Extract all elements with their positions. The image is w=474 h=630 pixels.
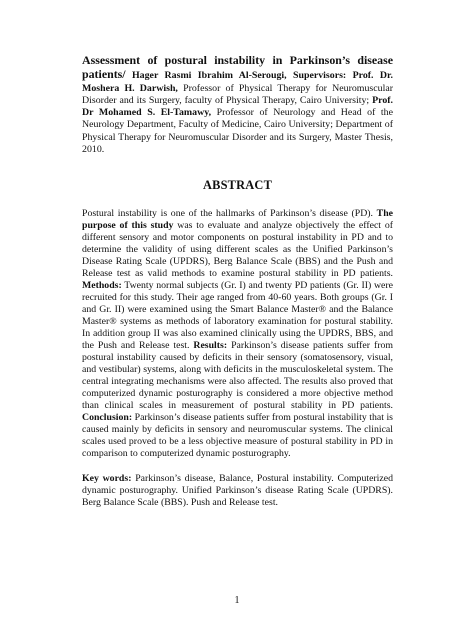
results-label: Results: bbox=[193, 340, 228, 352]
purpose-text: was to evaluate and analyze objectively the effect of different sensory and motor components on postural instability in PD and to determine the validity of using different scales as the Unified Parkinson’s Disease Rating Scale (UPDRS), Berg Balance Scale (BBS) and the Push and Release test as valid methods to examine postural stability in PD patients. bbox=[82, 220, 393, 280]
abstract-intro: Postural instability is one of the hallmarks of Parkinson’s disease (PD). bbox=[82, 208, 373, 220]
supervisors-label: Supervisors: bbox=[292, 70, 347, 82]
supervisor-2-name: Prof. Dr Mohamed S. El-Tamawy, bbox=[82, 94, 394, 119]
page-number: 1 bbox=[234, 595, 240, 606]
keywords-label: Key words: bbox=[82, 473, 132, 485]
keywords-text: Parkinson’s disease, Balance, Postural instability. Computerized dynamic posturography. Unified Parkinson’s disease Rating Scale (UPDRS). Berg Balance Scale (BBS). Push and Release test. bbox=[82, 473, 393, 509]
supervisor-1-affiliation: Professor of Physical Therapy for Neuromuscular Disorder and its Surgery, faculty of Physical Therapy, Cairo University; bbox=[82, 82, 393, 106]
keywords-paragraph bbox=[82, 473, 393, 509]
thesis-header bbox=[82, 54, 393, 156]
abstract-heading: ABSTRACT bbox=[202, 178, 273, 193]
page-content bbox=[82, 54, 393, 509]
purpose-label: The purpose of this study bbox=[82, 208, 394, 232]
methods-text: Twenty normal subjects (Gr. I) and twenty PD patients (Gr. II) were recruited for this study. Their age ranged from 40-60 years. Both groups (Gr. I and Gr. II) were examined using the Smart Balance Master® and the Balance Master® systems as methods of laboratory examination for postural stability. In addition group II was also examined clinically using the UPDRS, BBS, and the Push and Release test. bbox=[82, 280, 393, 352]
supervisor-1-name: Prof. Dr. Moshera H. Darwish, bbox=[82, 70, 393, 94]
methods-label: Methods: bbox=[82, 280, 122, 292]
abstract-body bbox=[82, 208, 393, 460]
conclusion-text: Parkinson’s disease patients suffer from postural instability that is caused mainly by deficits in sensory and neuromuscular systems. The clinical scales used proved to be a less objective measure of postural stability in PD in comparison to computerized dynamic posturography. bbox=[82, 412, 393, 460]
results-text: Parkinson’s disease patients suffer from postural instability caused by deficits in their sensory (somatosensory, visual, and vestibular) systems, along with deficits in the musculoskeletal system. The central integrating mechanisms were also affected. The results also proved that computerized dynamic posturography is considered a more objective method than clinical scales in measurement of postural stability in PD patients. bbox=[82, 340, 393, 412]
conclusion-label: Conclusion: bbox=[82, 412, 133, 424]
supervisor-2-affiliation: Professor of Neurology and Head of the Neurology Department, Faculty of Medicine, Cairo University; Department of Physical Therapy for Neuromuscular Disorder and its Surgery, Master Thesis, 2010. bbox=[82, 107, 394, 156]
thesis-title: Assessment of postural instability in Parkinson’s disease patients/ bbox=[82, 53, 393, 82]
author-name: Hager Rasmi Ibrahim Al-Serougi, bbox=[132, 70, 287, 82]
